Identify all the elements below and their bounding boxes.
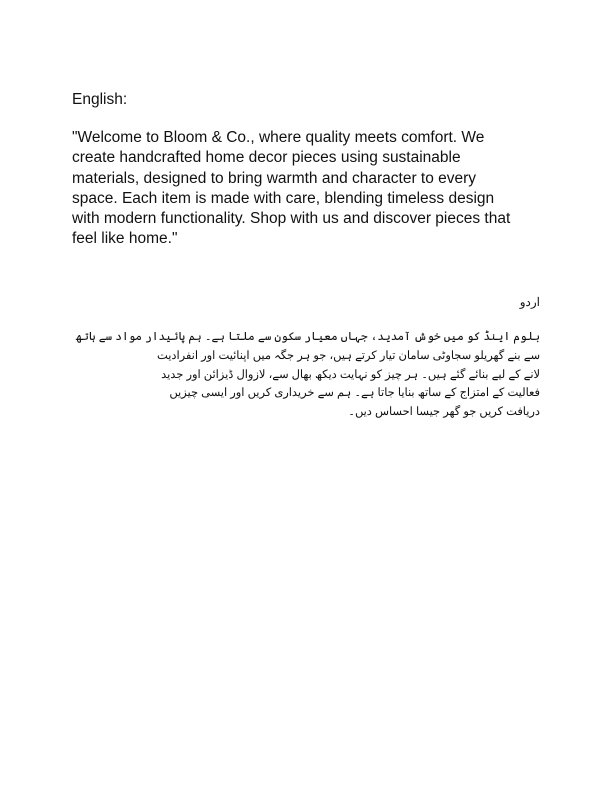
english-line: feel like home." <box>72 230 178 248</box>
urdu-line: دریافت کریں جو گھر جیسا احساس دیں۔ <box>348 406 540 419</box>
urdu-heading: اردو <box>519 295 540 309</box>
urdu-line: سے بنے گھریلو سجاوٹی سامان تیار کرتے ہیں، جو ہر جگہ میں اپنائیت اور انفرادیت <box>157 349 540 362</box>
english-line: materials, designed to bring warmth and character to every <box>72 169 477 187</box>
urdu-line: بلوم اینڈ کو میں خوش آمدید، جہاں معیار سکون سے ملتا ہے۔ ہم پائیدار مواد سے ہاتھ <box>75 331 540 343</box>
english-paragraph <box>72 128 532 250</box>
english-line: with modern functionality. Shop with us and discover pieces that <box>72 210 511 228</box>
english-heading: English: <box>72 91 128 108</box>
urdu-line: لانے کے لیے بنائے گئے ہیں۔ ہر چیز کو نہایت دیکھ بھال سے، لازوال ڈیزائن اور جدید <box>161 368 540 381</box>
urdu-paragraph <box>70 328 540 422</box>
english-line: space. Each item is made with care, blending timeless design <box>72 189 495 207</box>
urdu-line: فعالیت کے امتزاج کے ساتھ بنایا جاتا ہے۔ ہم سے خریداری کریں اور ایسی چیزیں <box>169 387 540 400</box>
english-line: "Welcome to Bloom & Co., where quality meets comfort. We <box>72 129 485 146</box>
english-line: create handcrafted home decor pieces using sustainable <box>72 149 461 167</box>
